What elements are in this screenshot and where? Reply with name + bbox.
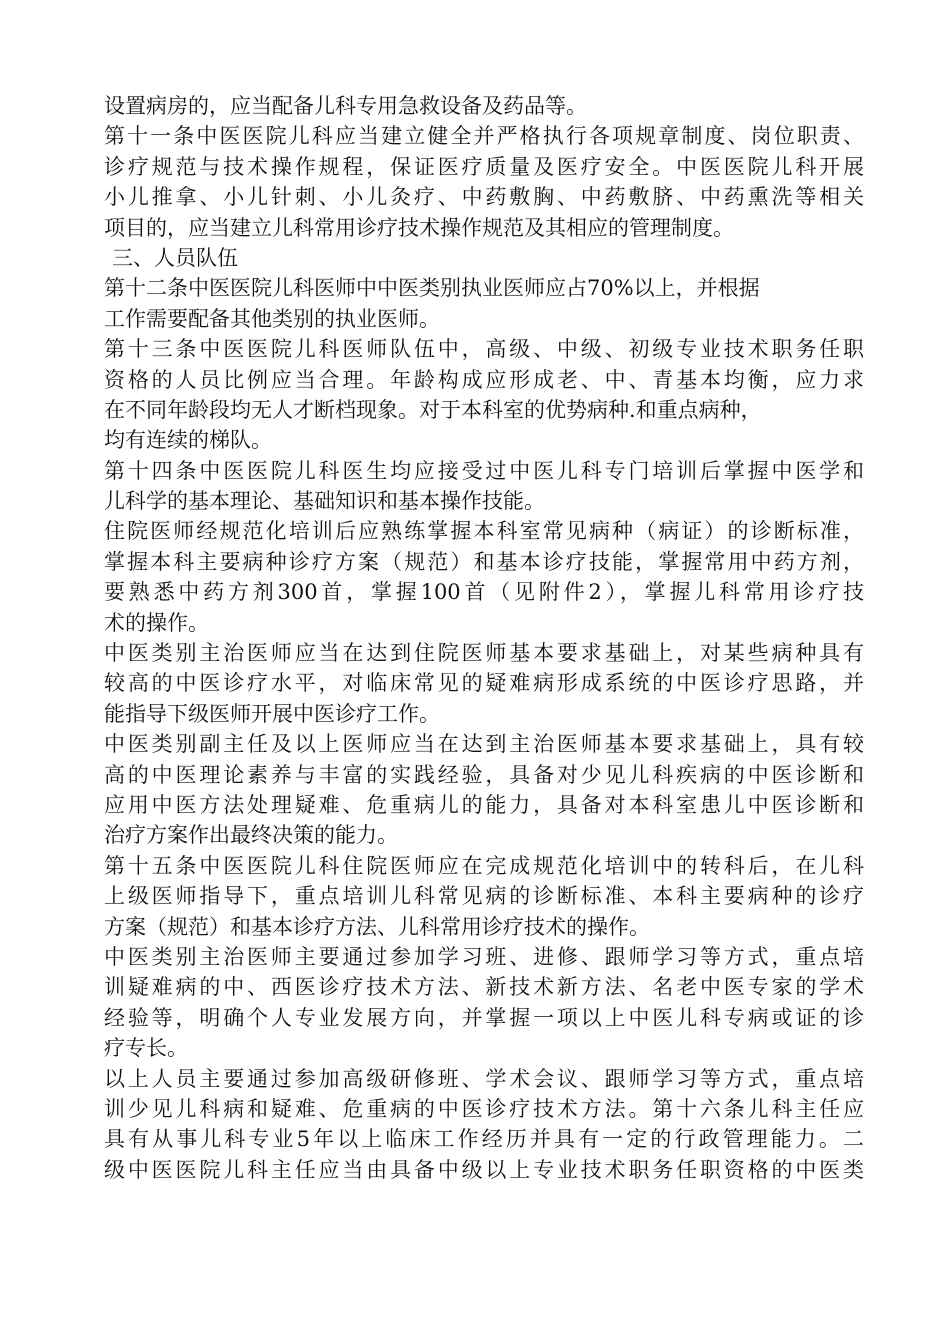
text-line: 疗专长。 xyxy=(104,1036,188,1061)
text-line: 诊疗规范与技术操作规程，保证医疗质量及医疗安全。中医医院儿科开展 xyxy=(104,154,864,179)
text-line: 均有连续的梯队。 xyxy=(104,428,272,453)
text-line: 掌握本科主要病种诊疗方案（规范）和基本诊疗技能，掌握常用中药方剂， xyxy=(104,549,864,574)
text-line: 治疗方案作出最终决策的能力。 xyxy=(104,823,398,848)
text-line: 训疑难病的中、西医诊疗技术方法、新技术新方法、名老中医专家的学术 xyxy=(104,975,864,1000)
text-line: 方案（规范）和基本诊疗方法、儿科常用诊疗技术的操作。 xyxy=(104,914,650,939)
text-line: 应用中医方法处理疑难、危重病儿的能力，具备对本科室患儿中医诊断和 xyxy=(104,792,864,817)
text-line: 高的中医理论素养与丰富的实践经验，具备对少见儿科疾病的中医诊断和 xyxy=(104,762,864,787)
text-line: 上级医师指导下，重点培训儿科常见病的诊断标准、本科主要病种的诊疗 xyxy=(104,884,864,909)
text-line: 中医类别主治医师应当在达到住院医师基本要求基础上，对某些病种具有 xyxy=(104,641,864,666)
text-line: 术的操作。 xyxy=(104,610,209,635)
text-line: 住院医师经规范化培训后应熟练掌握本科室常见病种（病证）的诊断标准， xyxy=(104,519,864,544)
text-line: 能指导下级医师开展中医诊疗工作。 xyxy=(104,701,440,726)
text-line: 第十二条中医医院儿科医师中中医类别执业医师应占70%以上，并根据 xyxy=(104,276,760,301)
text-line: 项目的，应当建立儿科常用诊疗技术操作规范及其相应的管理制度。 xyxy=(104,215,734,240)
text-line: 第十三条中医医院儿科医师队伍中，高级、中级、初级专业技术职务任职 xyxy=(104,337,864,362)
text-line: 训少见儿科病和疑难、危重病的中医诊疗技术方法。第十六条儿科主任应 xyxy=(104,1096,864,1121)
text-line: 级中医医院儿科主任应当由具备中级以上专业技术职务任职资格的中医类 xyxy=(104,1157,864,1182)
text-line: 工作需要配备其他类别的执业医师。 xyxy=(104,306,440,331)
text-line: 要熟悉中药方剂300首，掌握100首（见附件2），掌握儿科常用诊疗技 xyxy=(104,580,864,605)
text-line: 儿科学的基本理论、基础知识和基本操作技能。 xyxy=(104,489,545,514)
text-line: 第十五条中医医院儿科住院医师应在完成规范化培训中的转科后，在儿科 xyxy=(104,853,864,878)
text-line: 中医类别主治医师主要通过参加学习班、进修、跟师学习等方式，重点培 xyxy=(104,944,864,969)
text-line: 设置病房的，应当配备儿科专用急救设备及药品等。 xyxy=(104,94,587,118)
text-line: 第十四条中医医院儿科医生均应接受过中医儿科专门培训后掌握中医学和 xyxy=(104,458,864,483)
text-line: 在不同年龄段均无人才断档现象。对于本科室的优势病种.和重点病种， xyxy=(104,397,762,422)
text-line: 中医类别副主任及以上医师应当在达到主治医师基本要求基础上，具有较 xyxy=(104,732,864,757)
text-line: 小儿推拿、小儿针刺、小儿灸疗、中药敷胸、中药敷脐、中药熏洗等相关 xyxy=(104,185,864,210)
text-line: 以上人员主要通过参加高级研修班、学术会议、跟师学习等方式，重点培 xyxy=(104,1066,864,1091)
text-line: 较高的中医诊疗水平，对临床常见的疑难病形成系统的中医诊疗思路，并 xyxy=(104,671,864,696)
document-page xyxy=(104,91,864,1185)
text-line: 第十一条中医医院儿科应当建立健全并严格执行各项规章制度、岗位职责、 xyxy=(104,124,864,149)
section-heading: 三、人员队伍 xyxy=(112,245,238,270)
text-line: 经验等，明确个人专业发展方向，并掌握一项以上中医儿科专病或证的诊 xyxy=(104,1005,864,1030)
text-line: 具有从事儿科专业5年以上临床工作经历并具有一定的行政管理能力。二 xyxy=(104,1127,864,1152)
text-line: 资格的人员比例应当合理。年龄构成应形成老、中、青基本均衡，应力求 xyxy=(104,367,864,392)
